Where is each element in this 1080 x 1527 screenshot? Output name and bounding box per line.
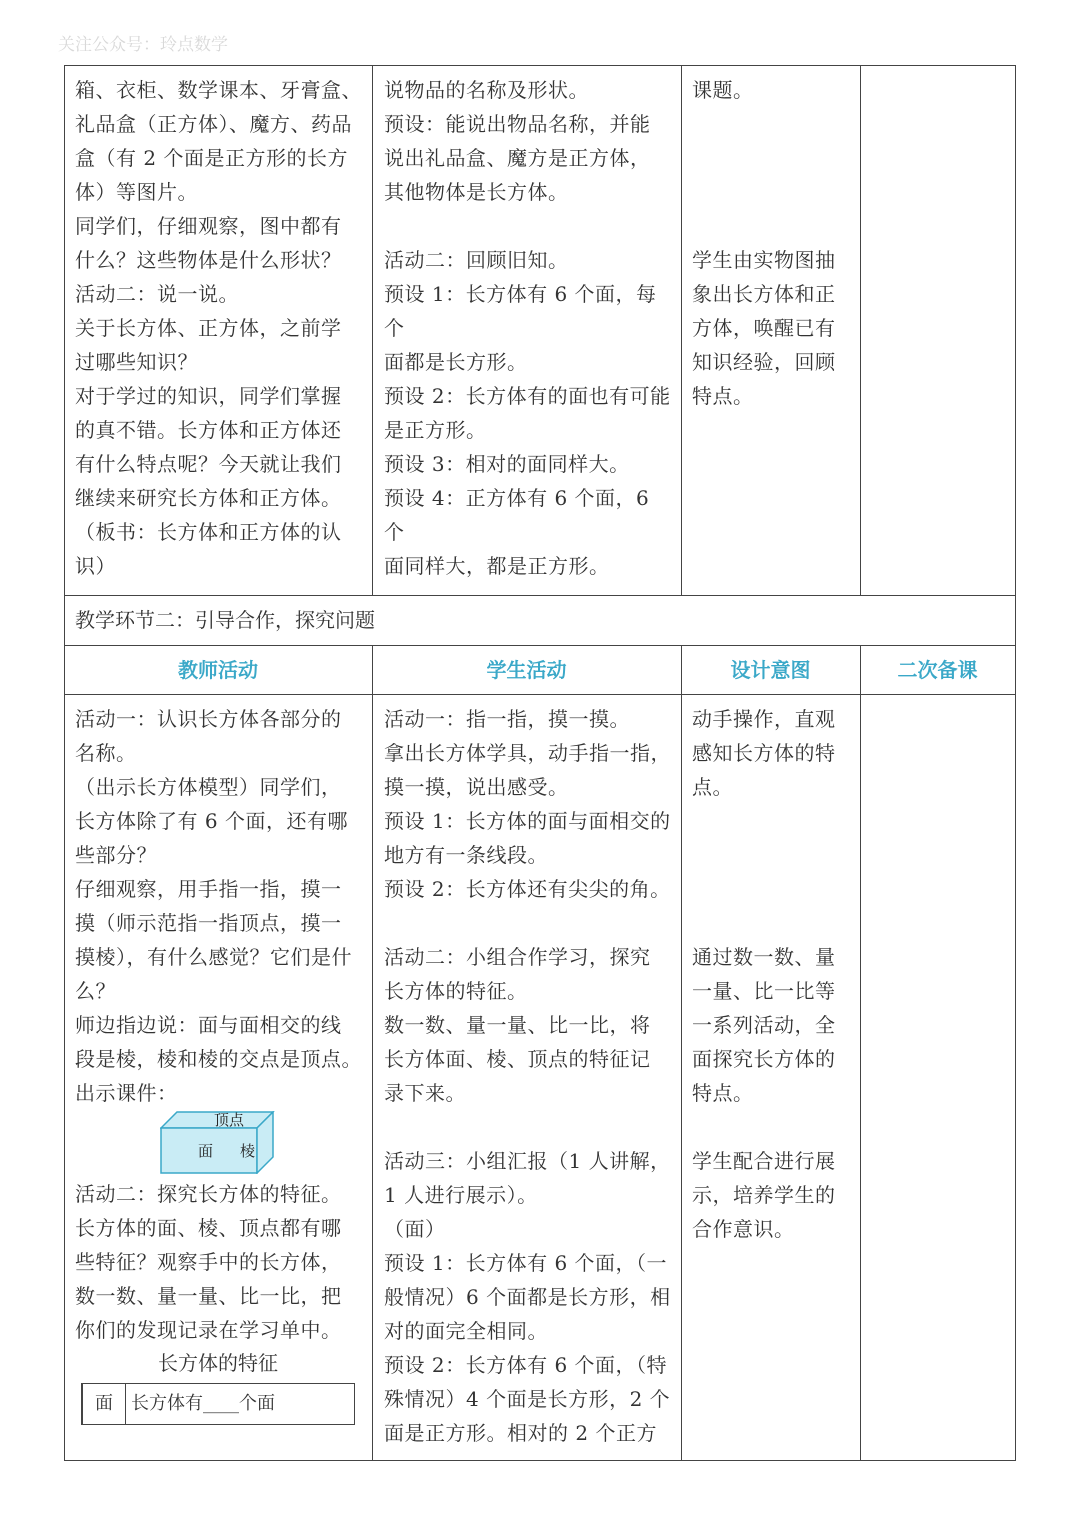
table-border-top <box>64 65 1016 66</box>
column-divider <box>860 645 861 1461</box>
lesson-plan-table <box>64 65 1016 1461</box>
column-divider <box>681 65 682 595</box>
watermark: 关注公众号：玲点数学 <box>58 35 228 55</box>
teacher-activity-cell: 活动二：探究长方体的特征。 长方体的面、棱、顶点都有哪 些特征？观察手中的长方体， 数一数、量一量、比一比，把 你们的发现记录在学习单中。 <box>75 1182 342 1342</box>
cube-face-label: 面 <box>198 1142 214 1160</box>
column-divider <box>681 645 682 1461</box>
column-divider <box>860 65 861 595</box>
header-teacher-activity: 教师活动 <box>178 658 258 682</box>
cuboid-diagram <box>160 1111 275 1174</box>
table-border-bottom <box>64 1460 1016 1461</box>
worksheet-table <box>81 1383 355 1425</box>
student-activity-cell: 活动一：指一指，摸一摸。 拿出长方体学具，动手指一指， 摸一摸，说出感受。 预设 1：长方体的面与面相交的 地方有一条线段。 预设 2：长方体还有尖尖的角。 活动二：小组合作学习，探究 长方体的特征。 数一数、量一量、比一比，将 长方体面、棱、顶点的特征记 录下来。 活动三：小组汇报（1 人讲解， 1 人进行展示）。 （面） 预设 1：长方体有 6 个面，（一 般情况）6 个面都是长方形，相 对的面完全相同。 预设 2：长方体有 6 个面，（特 殊情况）4 个面是长方形，2 个 面是正方形。相对的 2 个正方 <box>384 707 671 1445</box>
cube-edge-label: 棱 <box>240 1142 256 1160</box>
worksheet-row-label: 面 <box>95 1393 113 1414</box>
design-intent-cell: 动手操作，直观 感知长方体的特 点。 通过数一数、量 一量、比一比等 一系列活动，全 面探究长方体的 特点。 学生配合进行展 示，培养学生的 合作意识。 <box>692 707 836 1241</box>
cube-vertex-label: 顶点 <box>214 1111 245 1129</box>
column-divider <box>372 645 373 1461</box>
worksheet-row-text: 长方体有____个面 <box>131 1393 275 1414</box>
worksheet-divider <box>125 1384 126 1424</box>
table-border-right <box>1015 65 1016 1461</box>
header-design-intent: 设计意图 <box>730 658 811 682</box>
teacher-activity-cell: 活动一：认识长方体各部分的 名称。 （出示长方体模型）同学们， 长方体除了有 6 个面，还有哪 些部分？ 仔细观察，用手指一指，摸一 摸（师示范指一指顶点，摸一 摸棱），有什么感觉？它们是什 么？ 师边指边说：面与面相交的线 段是棱，棱和棱的交点是顶点。 出示课件： <box>75 707 362 1105</box>
teacher-activity-cell: 箱、衣柜、数学课本、牙膏盒、 礼品盒（正方体）、魔方、药品 盒（有 2 个面是正方形的长方 体）等图片。 同学们，仔细观察，图中都有 什么？这些物体是什么形状？ 活动二：说一说。 关于长方体、正方体，之前学 过哪些知识？ 对于学过的知识，同学们掌握 的真不错。长方体和正方体还 有什么特点呢？今天就让我们 继续来研究长方体和正方体。 （板书：长方体和正方体的认 识） <box>75 78 362 578</box>
section-title: 教学环节二：引导合作，探究问题 <box>75 608 375 632</box>
student-activity-cell: 说物品的名称及形状。 预设：能说出物品名称，并能 说出礼品盒、魔方是正方体， 其他物体是长方体。 活动二：回顾旧知。 预设 1：长方体有 6 个面，每个 面都是长方形。 预设 2：长方体有的面也有可能 是正方形。 预设 3：相对的面同样大。 预设 4：正方体有 6 个面，6 个 面同样大，都是正方形。 <box>384 78 671 578</box>
worksheet-caption: 长方体的特征 <box>158 1351 278 1375</box>
column-divider <box>372 65 373 595</box>
header-second-prep: 二次备课 <box>897 658 978 682</box>
table-border-left <box>64 65 65 1461</box>
header-student-activity: 学生活动 <box>486 658 567 682</box>
design-intent-cell: 课题。 学生由实物图抽 象出长方体和正 方体，唤醒已有 知识经验，回顾 特点。 <box>692 78 836 408</box>
